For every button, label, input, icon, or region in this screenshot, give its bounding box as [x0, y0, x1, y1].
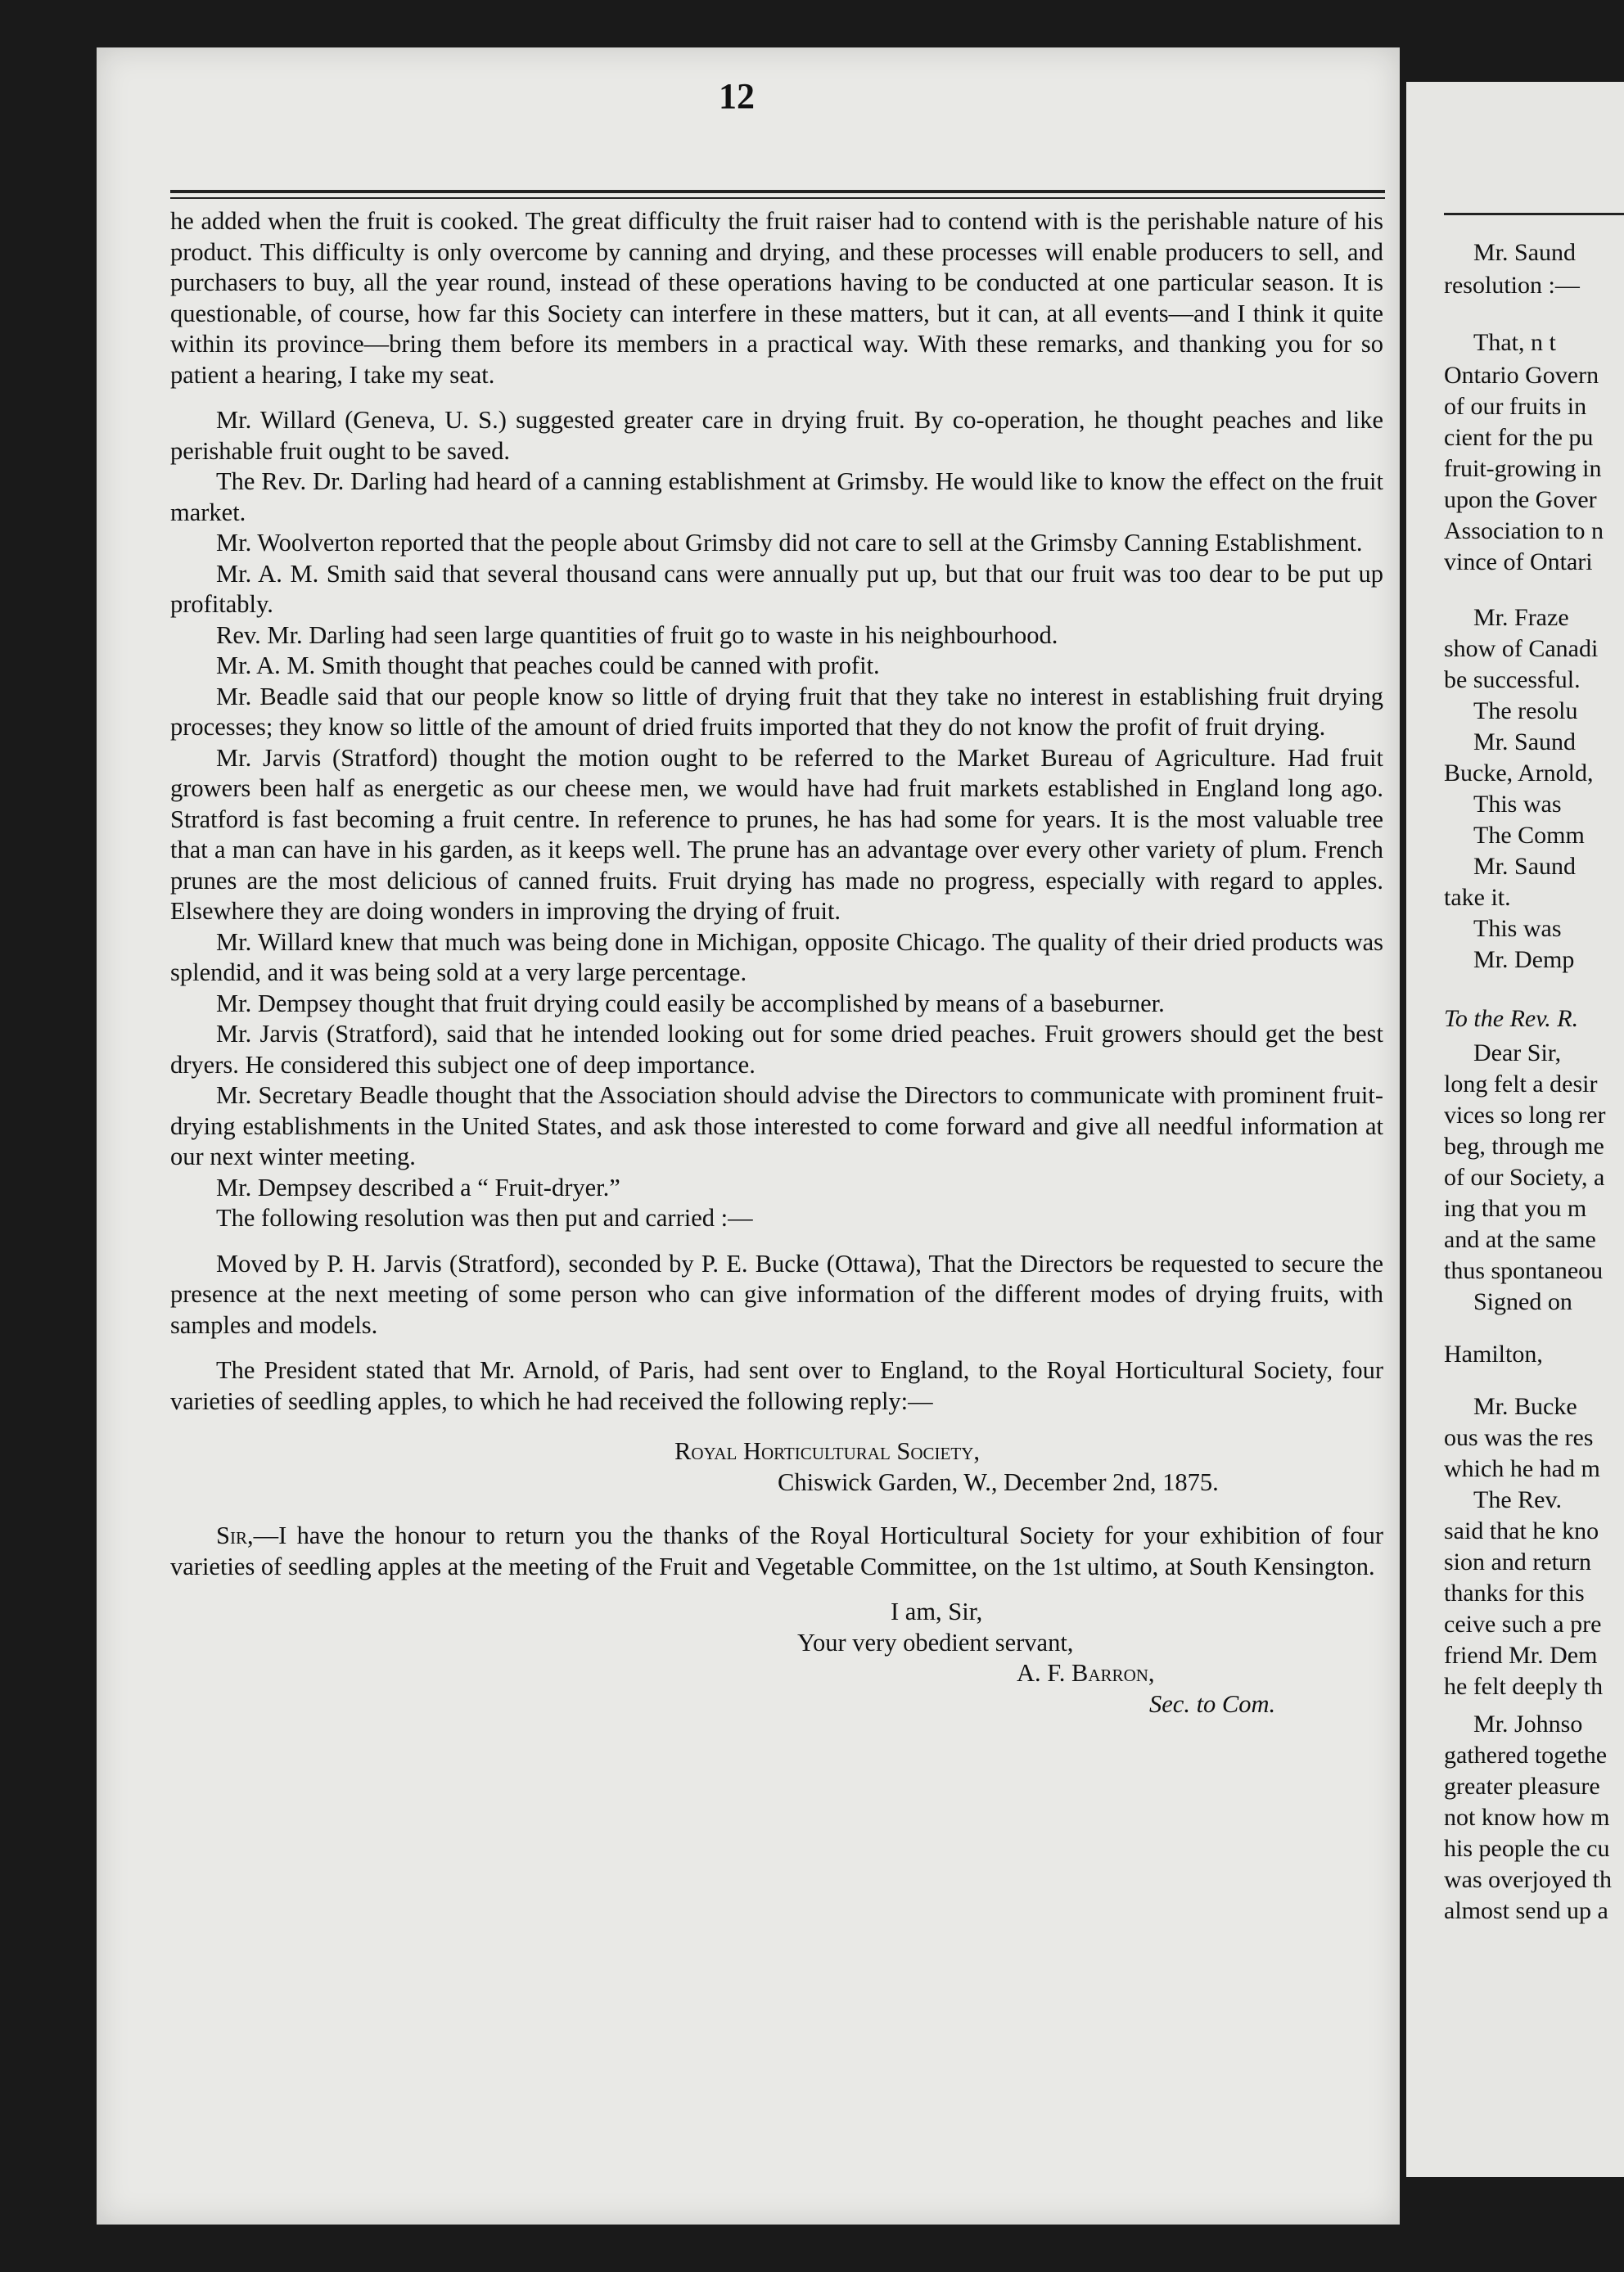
- right-page-line: Mr. Saund: [1473, 853, 1577, 880]
- right-page-line: take it.: [1444, 884, 1511, 911]
- right-page-line: The Comm: [1473, 822, 1585, 849]
- right-page-line: sion and return: [1444, 1548, 1591, 1576]
- right-page-line: be successful.: [1444, 666, 1581, 693]
- letterhead: [170, 1436, 1383, 1498]
- right-page-line: long felt a desir: [1444, 1071, 1598, 1098]
- right-page-line: This was: [1473, 915, 1562, 942]
- right-page-line: fruit-growing in: [1444, 455, 1602, 482]
- right-page-line: Mr. Bucke: [1473, 1393, 1577, 1420]
- right-page-line: resolution :—: [1444, 272, 1580, 299]
- paragraph: he added when the fruit is cooked. The great difficulty the fruit raiser had to contend with is the perishable nature of his product. This difficulty is only overcome by canning and drying, and these processes will enable producers to sell, and purchasers to buy, all the year round, instead of these operations having to be conducted at one particular season. It is questionable, of course, how far this Society can interfere in these matters, but it can, at all events—and I think it quite within its province—bring them before its members in a practical way. With these remarks, and thanking you for so patient a hearing, I take my seat.: [170, 207, 1383, 389]
- paragraph: Mr. A. M. Smith thought that peaches could be canned with profit.: [216, 651, 880, 679]
- right-page-line: show of Canadi: [1444, 635, 1599, 662]
- right-page-line: Mr. Saund: [1473, 239, 1577, 266]
- header-rule-top: [170, 190, 1385, 193]
- right-page-line: Signed on: [1473, 1288, 1572, 1315]
- header-rule-bottom: [170, 197, 1385, 199]
- letter-closing: [170, 1597, 1383, 1720]
- right-page-line: This was: [1473, 791, 1562, 818]
- right-page-line: The resolu: [1473, 697, 1578, 724]
- right-page-line: greater pleasure: [1444, 1773, 1600, 1800]
- paragraph: Mr. Willard (Geneva, U. S.) suggested greater care in drying fruit. By co-operation, he thought peaches and like perishable fruit ought to be saved.: [170, 406, 1383, 465]
- right-page-line: Mr. Saund: [1473, 728, 1577, 755]
- right-page-line: of our fruits in: [1444, 393, 1587, 420]
- right-page-line: friend Mr. Dem: [1444, 1642, 1598, 1669]
- right-page-line: The Rev.: [1473, 1486, 1563, 1513]
- right-page-line: was overjoyed th: [1444, 1866, 1612, 1893]
- right-page-line: beg, through me: [1444, 1133, 1604, 1160]
- right-page-line: Association to n: [1444, 517, 1604, 544]
- right-page-line: almost send up a: [1444, 1897, 1608, 1924]
- signature: A. F. Barron,: [1017, 1659, 1155, 1687]
- paragraph: Rev. Mr. Darling had seen large quantities of fruit go to waste in his neighbourhood.: [216, 620, 1058, 649]
- right-page-line: Ontario Govern: [1444, 362, 1599, 389]
- paragraph: Mr. Beadle said that our people know so little of drying fruit that they take no interest in establishing fruit drying processes; they know so little of the amount of dried fruits imported that they do not know the profit of fruit drying.: [170, 682, 1383, 741]
- right-page-line: cient for the pu: [1444, 424, 1594, 451]
- right-page-line: Dear Sir,: [1473, 1039, 1562, 1066]
- page-number: 12: [719, 76, 755, 116]
- paragraph: Mr. A. M. Smith said that several thousand cans were annually put up, but that our fruit was too dear to be put up profitably.: [170, 559, 1383, 618]
- letter-body-text: —I have the honour to return you the thanks of the Royal Horticultural Society for your exhibition of four varieties of seedling apples at the meeting of the Fruit and Vegetable Committee, on the 1st ultimo, at South Kensington.: [170, 1521, 1383, 1580]
- right-page-line: To the Rev. R.: [1444, 1005, 1579, 1032]
- letter-address: Chiswick Garden, W., December 2nd, 1875.: [778, 1467, 1219, 1496]
- right-page-line: ing that you m: [1444, 1195, 1587, 1222]
- letter-salutation: Sir,: [216, 1521, 254, 1549]
- right-page-line: thanks for this: [1444, 1580, 1585, 1607]
- right-page-line: Mr. Demp: [1473, 946, 1575, 973]
- right-page-line: not know how m: [1444, 1804, 1610, 1831]
- paragraph: Mr. Jarvis (Stratford), said that he intended looking out for some dried peaches. Fruit growers should get the best dryers. He considered this subject one of deep importance.: [170, 1020, 1383, 1079]
- right-page-rule: [1444, 213, 1624, 215]
- paragraph: Mr. Willard knew that much was being done in Michigan, opposite Chicago. The quality of their dried products was splendid, and it was being sold at a very large percentage.: [170, 927, 1383, 986]
- paragraph: Mr. Secretary Beadle thought that the Association should advise the Directors to communicate with prominent fruit-drying establishments in the United States, and ask those interested to come forward and give all needful information at our next winter meeting.: [170, 1081, 1383, 1170]
- main-text: [170, 206, 1383, 1720]
- letter-body: [170, 1521, 1383, 1582]
- right-page-line: and at the same: [1444, 1226, 1596, 1253]
- right-page-line: Mr. Fraze: [1473, 604, 1569, 631]
- right-page-line: That, n t: [1473, 329, 1556, 356]
- paragraph: Mr. Dempsey described a “ Fruit-dryer.”: [216, 1173, 620, 1201]
- paragraph: The following resolution was then put and carried :—: [216, 1204, 753, 1232]
- right-page-line: ceive such a pre: [1444, 1611, 1602, 1638]
- right-page-line: vices so long rer: [1444, 1102, 1606, 1129]
- right-page-line: ous was the res: [1444, 1424, 1594, 1451]
- closing-line: Your very obedient servant,: [797, 1628, 1074, 1657]
- right-page-line: Hamilton,: [1444, 1341, 1543, 1368]
- paragraph: Mr. Woolverton reported that the people about Grimsby did not care to sell at the Grimsby Canning Establishment.: [216, 529, 1363, 557]
- paragraph: The Rev. Dr. Darling had heard of a canning establishment at Grimsby. He would like to know the effect on the fruit market.: [170, 467, 1383, 526]
- right-page-line: which he had m: [1444, 1455, 1600, 1482]
- right-page-line: he felt deeply th: [1444, 1673, 1604, 1700]
- right-page-line: gathered togethe: [1444, 1742, 1608, 1769]
- right-page-line: said that he kno: [1444, 1517, 1599, 1544]
- paragraph: Mr. Dempsey thought that fruit drying could easily be accomplished by means of a baseburner.: [216, 989, 1165, 1017]
- closing-line: I am, Sir,: [891, 1598, 983, 1625]
- right-page-line: his people the cu: [1444, 1835, 1610, 1862]
- right-page-line: Mr. Johnso: [1473, 1711, 1583, 1738]
- paragraph: Mr. Jarvis (Stratford) thought the motion ought to be referred to the Market Bureau of Agriculture. Had fruit growers been half as energetic as our cheese men, we would have had fruit markets established in England long ago. Stratford is fast becoming a fruit centre. In reference to prunes, he has had some for years. It is the most valuable tree that a man can have in his garden, as it keeps well. The prune has an advantage over every other variety of plum. French prunes are the most delicious of canned fruits. Fruit drying has made no progress, especially with regard to apples. Elsewhere they are doing wonders in improving the drying of fruit.: [170, 743, 1383, 925]
- paragraph: The President stated that Mr. Arnold, of Paris, had sent over to England, to the Royal Horticultural Society, four varieties of seedling apples, to which he had received the following reply:—: [170, 1356, 1383, 1415]
- right-page-line: thus spontaneou: [1444, 1257, 1604, 1284]
- right-page-line: vince of Ontari: [1444, 548, 1593, 575]
- letter-organization: Royal Horticultural Society,: [674, 1437, 980, 1465]
- right-page: [1406, 82, 1624, 2177]
- right-page-line: Bucke, Arnold,: [1444, 760, 1594, 787]
- right-page-line: upon the Gover: [1444, 486, 1597, 513]
- signature-title: Sec. to Com.: [1149, 1689, 1276, 1718]
- right-page-line: of our Society, a: [1444, 1164, 1605, 1191]
- resolution-paragraph: Moved by P. H. Jarvis (Stratford), seconded by P. E. Bucke (Ottawa), That the Directors be requested to secure the presence at the next meeting of some person who can give information of the different modes of drying fruits, with samples and models.: [170, 1249, 1383, 1339]
